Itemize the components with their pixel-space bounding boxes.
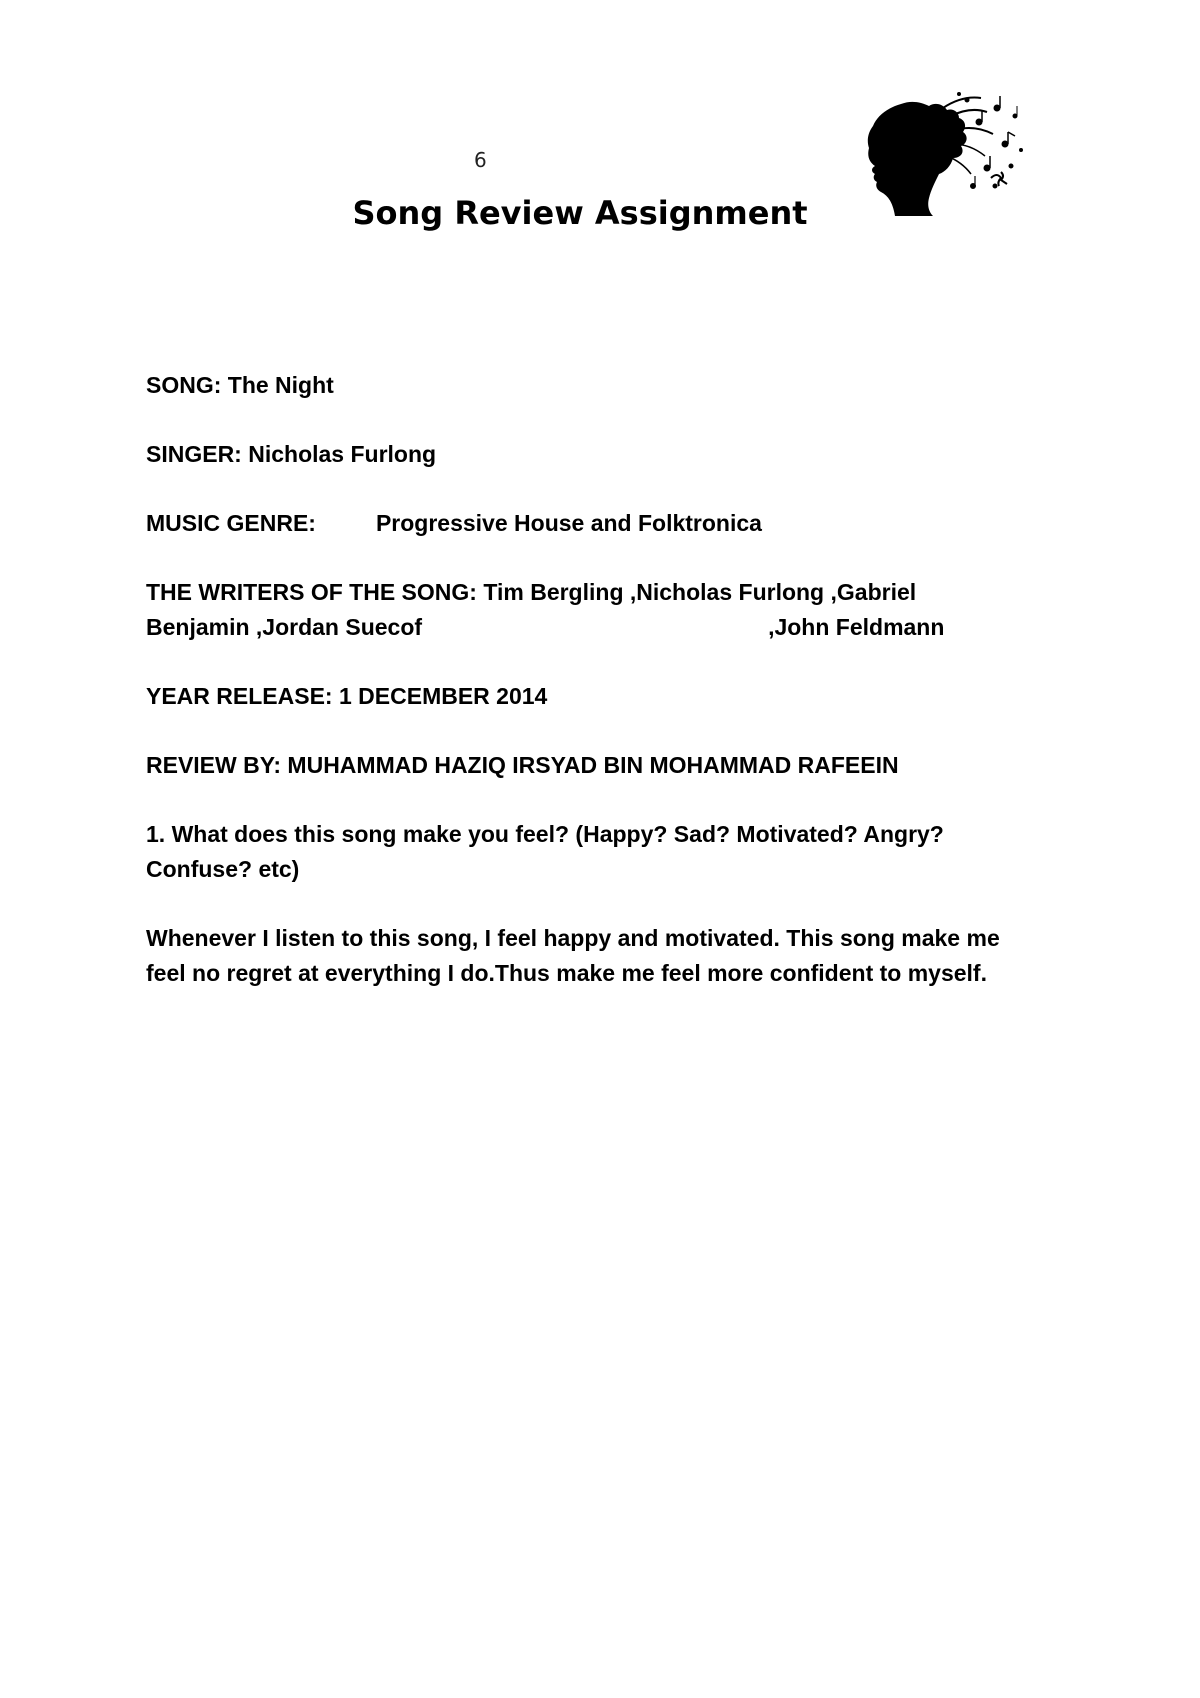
- song-line: [146, 368, 1036, 403]
- song-label: SONG:: [146, 372, 222, 398]
- writers-line: [146, 575, 1036, 645]
- writers-value-line2b: ,John Feldmann: [768, 614, 945, 640]
- writers-value-line2a: Benjamin ,Jordan Suecof: [146, 614, 423, 640]
- release-line: [146, 679, 1036, 714]
- review-body: [146, 368, 1036, 1025]
- reviewer-line: [146, 748, 1036, 783]
- silhouette-music-notes-icon: [855, 86, 1025, 218]
- answer-1: Whenever I listen to this song, I feel happy and motivated. This song make me feel no regret at everything I do.Thus make me feel more confident to myself.: [146, 925, 1000, 986]
- singer-label: SINGER:: [146, 441, 242, 467]
- page-title: Song Review Assignment: [352, 194, 808, 232]
- singer-line: [146, 437, 1036, 472]
- song-value: The Night: [227, 372, 334, 398]
- writers-value-line1: Tim Bergling ,Nicholas Furlong ,Gabriel: [483, 579, 917, 605]
- release-value: 1 DECEMBER 2014: [338, 683, 548, 709]
- singer-value: Nicholas Furlong: [248, 441, 437, 467]
- writers-label: THE WRITERS OF THE SONG:: [146, 579, 477, 605]
- genre-line: [146, 506, 1036, 541]
- question-1: 1. What does this song make you feel? (Happy? Sad? Motivated? Angry? Confuse? etc): [146, 821, 944, 882]
- page-number: 6: [474, 148, 487, 172]
- release-label: YEAR RELEASE:: [146, 683, 333, 709]
- genre-value: Progressive House and Folktronica: [375, 510, 762, 536]
- genre-label: MUSIC GENRE:: [146, 510, 316, 536]
- reviewer-label: REVIEW BY:: [146, 752, 282, 778]
- reviewer-value: MUHAMMAD HAZIQ IRSYAD BIN MOHAMMAD RAFEEIN: [287, 752, 899, 778]
